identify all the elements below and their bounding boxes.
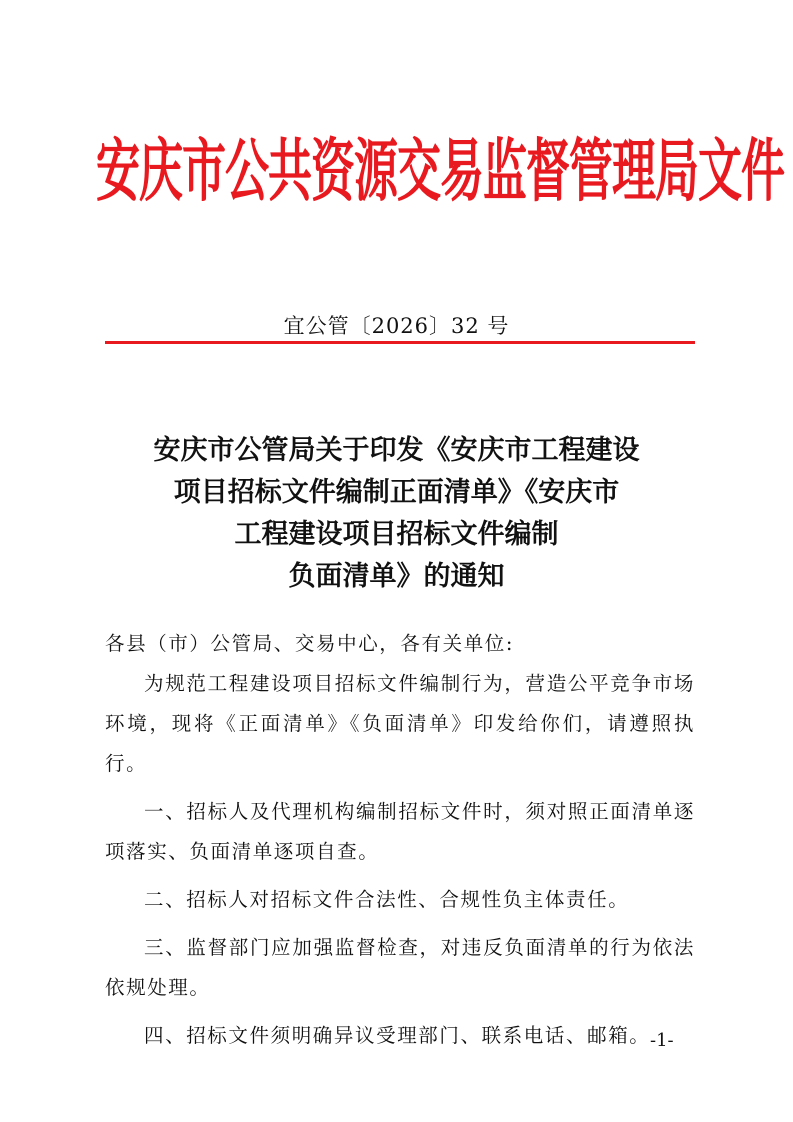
document-body <box>105 624 695 1064</box>
body-paragraph: 二、招标人对招标文件合法性、合规性负主体责任。 <box>144 888 630 911</box>
document-title <box>100 430 693 598</box>
body-paragraph: 四、招标文件须明确异议受理部门、联系电话、邮箱。 <box>144 1024 651 1047</box>
body-paragraph: 为规范工程建设项目招标文件编制行为，营造公平竞争市场环境，现将《正面清单》《负面清单》印发给你们，请遵照执行。 <box>105 672 695 775</box>
red-divider-line <box>105 341 695 344</box>
title-line: 负面清单》的通知 <box>288 561 505 592</box>
salutation: 各县（市）公管局、交易中心，各有关单位: <box>105 632 515 655</box>
document-number: 宜公管〔2026〕32 号 <box>283 314 510 338</box>
title-line: 安庆市公管局关于印发《安庆市工程建设 <box>153 435 640 466</box>
body-paragraph: 一、招标人及代理机构编制招标文件时，须对照正面清单逐项落实、负面清单逐项自查。 <box>105 800 695 863</box>
document-masthead: 安庆市公共资源交易监督管理局文件 <box>96 132 784 212</box>
page-number: -1- <box>650 1030 674 1051</box>
body-paragraph: 三、监督部门应加强监督检查，对违反负面清单的行为依法依规处理。 <box>105 936 695 999</box>
title-line: 项目招标文件编制正面清单》《安庆市 <box>173 477 620 508</box>
title-line: 工程建设项目招标文件编制 <box>234 519 559 550</box>
